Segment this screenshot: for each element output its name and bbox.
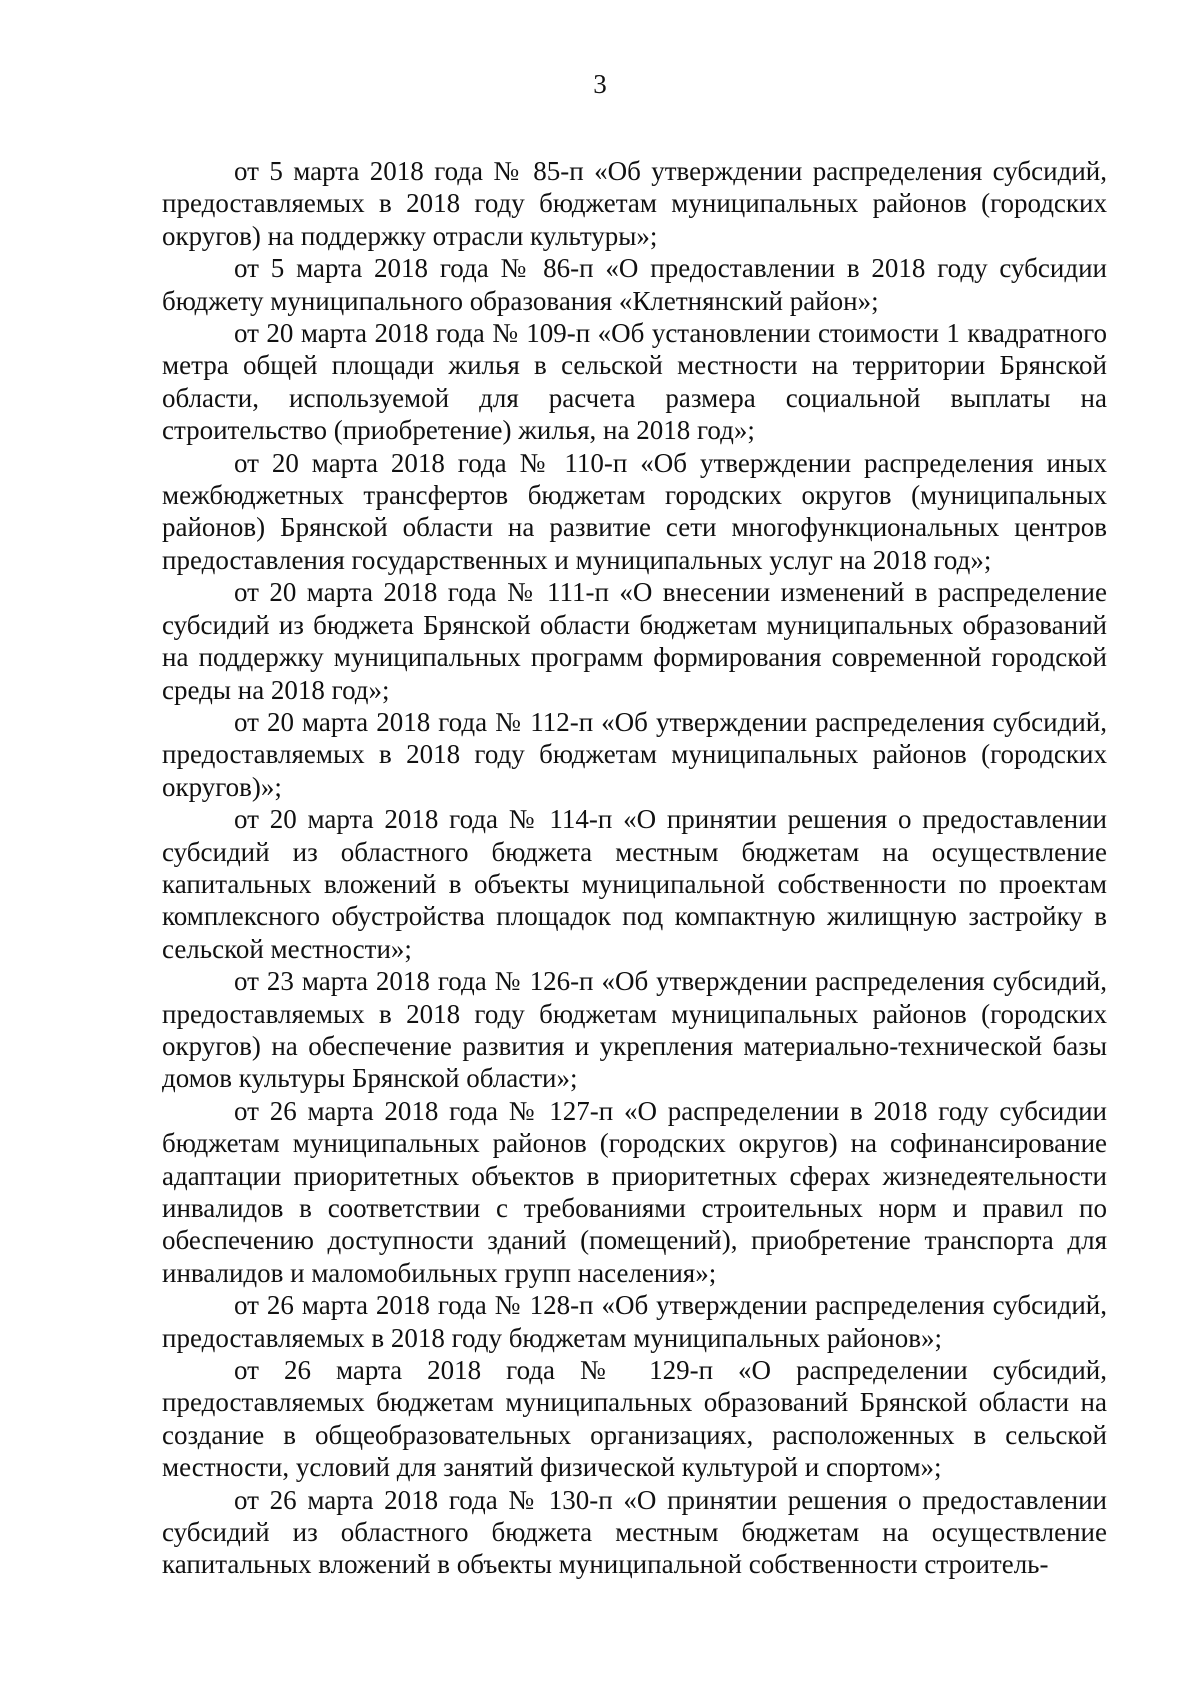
paragraph-resolution-110: от 20 марта 2018 года № 110-п «Об утверждении распределения иных межбюджетных трансфертов бюджетам городских округов (муниципальных районов) Брянской области на развитие сети многофункциональных центров предоставления государственных и муниципальных услуг на 2018 год»; [162, 447, 1107, 575]
paragraph-resolution-129: от 26 марта 2018 года № 129-п «О распределении субсидий, предоставляемых бюджетам муниципальных образований Брянской области на создание в общеобразовательных организациях, расположенных в сельской местности, условий для занятий физической культурой и спортом»; [162, 1355, 1107, 1483]
paragraph-resolution-111: от 20 марта 2018 года № 111-п «О внесении изменений в распределение субсидий из бюджета Брянской области бюджетам муниципальных образований на поддержку муниципальных программ формирования современной городской среды на 2018 год»; [162, 577, 1107, 705]
paragraph-resolution-86: от 5 марта 2018 года № 86-п «О предоставлении в 2018 году субсидии бюджету муниципального образования «Клетнянский район»; [162, 253, 1107, 316]
document-body [162, 155, 1107, 1581]
paragraph-resolution-127: от 26 марта 2018 года № 127-п «О распределении в 2018 году субсидии бюджетам муниципальных районов (городских округов) на софинансирование адаптации приоритетных объектов в приоритетных сферах жизнедеятельности инвалидов в соответствии с требованиями строительных норм и правил по обеспечению доступности зданий (помещений), приобретение транспорта для инвалидов и маломобильных групп населения»; [162, 1095, 1107, 1288]
paragraph-resolution-109: от 20 марта 2018 года № 109-п «Об установлении стоимости 1 квадратного метра общей площади жилья в сельской местности на территории Брянской области, используемой для расчета размера социальной выплаты на строительство (приобретение) жилья, на 2018 год»; [162, 318, 1107, 446]
paragraph-resolution-130: от 26 марта 2018 года № 130-п «О принятии решения о предоставлении субсидий из областного бюджета местным бюджетам на осуществление капитальных вложений в объекты муниципальной собственности строитель- [162, 1484, 1107, 1580]
page-number: 3 [593, 69, 607, 99]
paragraph-resolution-85: от 5 марта 2018 года № 85-п «Об утверждении распределения субсидий, предоставляемых в 2018 году бюджетам муниципальных районов (городских округов) на поддержку отрасли культуры»; [162, 156, 1107, 251]
paragraph-resolution-112: от 20 марта 2018 года № 112-п «Об утверждении распределения субсидий, предоставляемых в 2018 году бюджетам муниципальных районов (городских округов)»; [162, 706, 1107, 802]
paragraph-resolution-126: от 23 марта 2018 года № 126-п «Об утверждении распределения субсидий, предоставляемых в 2018 году бюджетам муниципальных районов (городских округов) на обеспечение развития и укрепления материально-технической базы домов культуры Брянской области»; [162, 966, 1107, 1094]
paragraph-resolution-128: от 26 марта 2018 года № 128-п «Об утверждении распределения субсидий, предоставляемых в 2018 году бюджетам муниципальных районов»; [162, 1290, 1107, 1353]
paragraph-resolution-114: от 20 марта 2018 года № 114-п «О принятии решения о предоставлении субсидий из областного бюджета местным бюджетам на осуществление капитальных вложений в объекты муниципальной собственности по проектам комплексного обустройства площадок под компактную жилищную застройку в сельской местности»; [162, 804, 1107, 964]
